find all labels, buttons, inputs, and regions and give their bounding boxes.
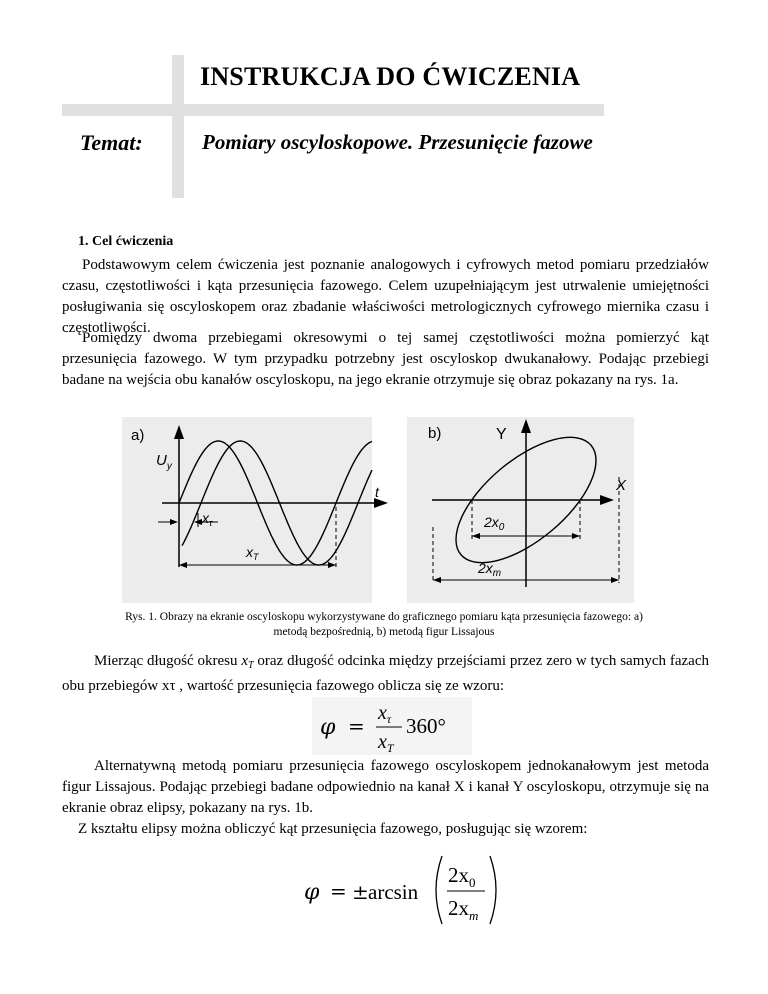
topic-label: Temat: xyxy=(80,130,143,155)
panel-b-label: b) xyxy=(428,425,442,442)
document-title: INSTRUKCJA DO ĆWICZENIA xyxy=(200,62,581,91)
formula-phase-direct xyxy=(312,697,472,755)
panel-a-label: a) xyxy=(131,427,145,444)
p3-text-c: , wartość przesunięcia fazowego oblicza się ze wzoru: xyxy=(175,678,505,694)
paren-left xyxy=(436,856,442,924)
p3-xT-sub: T xyxy=(248,660,254,671)
factor-360: 360° xyxy=(406,714,446,738)
p3-text-a: Mierząc długość okresu xyxy=(94,653,242,669)
uy-label: $U_y$ xyxy=(156,452,172,472)
arcsin-fn: arcsin xyxy=(368,880,419,904)
panel-b-background xyxy=(407,417,634,603)
xtau-label: $x_\tau$ xyxy=(202,510,213,528)
paragraph-lissajous xyxy=(62,756,709,840)
equals-sign: = xyxy=(348,714,365,738)
p3-text-b: oraz długość odcinka między przejściami przez zero w tych samych fazach obu przebiegów xyxy=(62,653,709,694)
paragraph-goal xyxy=(62,255,709,339)
arcsin-numerator: $2x_0$ xyxy=(448,863,476,890)
x0-label: $2x_0$ xyxy=(484,514,505,533)
arcsin-denominator: $2x_m$ xyxy=(448,896,479,923)
y-axis-label: Y xyxy=(496,426,507,443)
fraction-numerator: $x_\tau$ xyxy=(378,702,392,726)
header-decor-vertical xyxy=(172,55,184,198)
figure-oscilloscope xyxy=(122,417,634,603)
p4-text-a: Alternatywną metodą pomiaru przesunięcia fazowego oscyloskopem jednokanałowym jest metoda figur Lissajous. Podając przebiegi badane odpowiednio na kanał X i kanał Y oscyloskopu, otrzymuje się na ekranie obraz elipsy, pokazany na rys. 1b. xyxy=(62,758,709,816)
t-label: t xyxy=(375,484,379,500)
header-decor-horizontal xyxy=(62,104,604,116)
equals-sign-2: = xyxy=(330,879,347,903)
paren-right xyxy=(490,856,496,924)
topic-value: Pomiary oscyloskopowe. Przesunięcie fazowe xyxy=(202,130,593,154)
panel-a-background xyxy=(122,417,372,603)
xm-label: $2x_m$ xyxy=(478,560,502,579)
phi-symbol: φ xyxy=(320,715,336,740)
section-heading: 1. Cel ćwiczenia xyxy=(78,234,174,249)
formula-phase-lissajous xyxy=(300,848,500,928)
figure-caption: Rys. 1. Obrazy na ekranie oscyloskopu wykorzystywane do graficznego pomiaru kąta przesunięcia fazowego: a) metodą bezpośrednią, b) metodą figur Lissajous xyxy=(125,611,643,638)
plus-minus: ± xyxy=(352,880,369,904)
x-axis-label: X xyxy=(616,477,627,494)
paragraph-two-channel xyxy=(62,328,709,391)
paragraph-goal-text: Podstawowym celem ćwiczenia jest poznanie analogowych i cyfrowych metod pomiaru przedziałów czasu, częstotliwości i kąta przesunięcia fazowego. Celem uzupełniającym jest utrwalenie umiejętności posługiwania się oscyloskopem oraz zbadanie właściwości metrologicznych cyfrowego miernika czasu i częstotliwości. xyxy=(62,257,709,336)
fraction-denominator: $x_T$ xyxy=(378,731,394,755)
phi-symbol-2: φ xyxy=(304,880,320,905)
paragraph-direct-method xyxy=(62,651,709,697)
paragraph-two-channel-text: Pomiędzy dwoma przebiegami okresowymi o tej samej częstotliwości można pomierzyć kąt przesunięcia fazowego. W tym przypadku potrzebny jest oscyloskop dwukanałowy. Podając przebiegi badane na wejścia obu kanałów oscyloskopu, na jego ekranie otrzymuje się obraz pokazany na rys. 1a. xyxy=(62,330,709,388)
xT-label: $x_T$ xyxy=(246,544,259,562)
p3-xT: x xyxy=(241,653,248,669)
p3-xtau: xτ xyxy=(161,678,176,694)
p4-text-b: Z kształtu elipsy można obliczyć kąt przesunięcia fazowego, posługując się wzorem: xyxy=(78,821,588,837)
